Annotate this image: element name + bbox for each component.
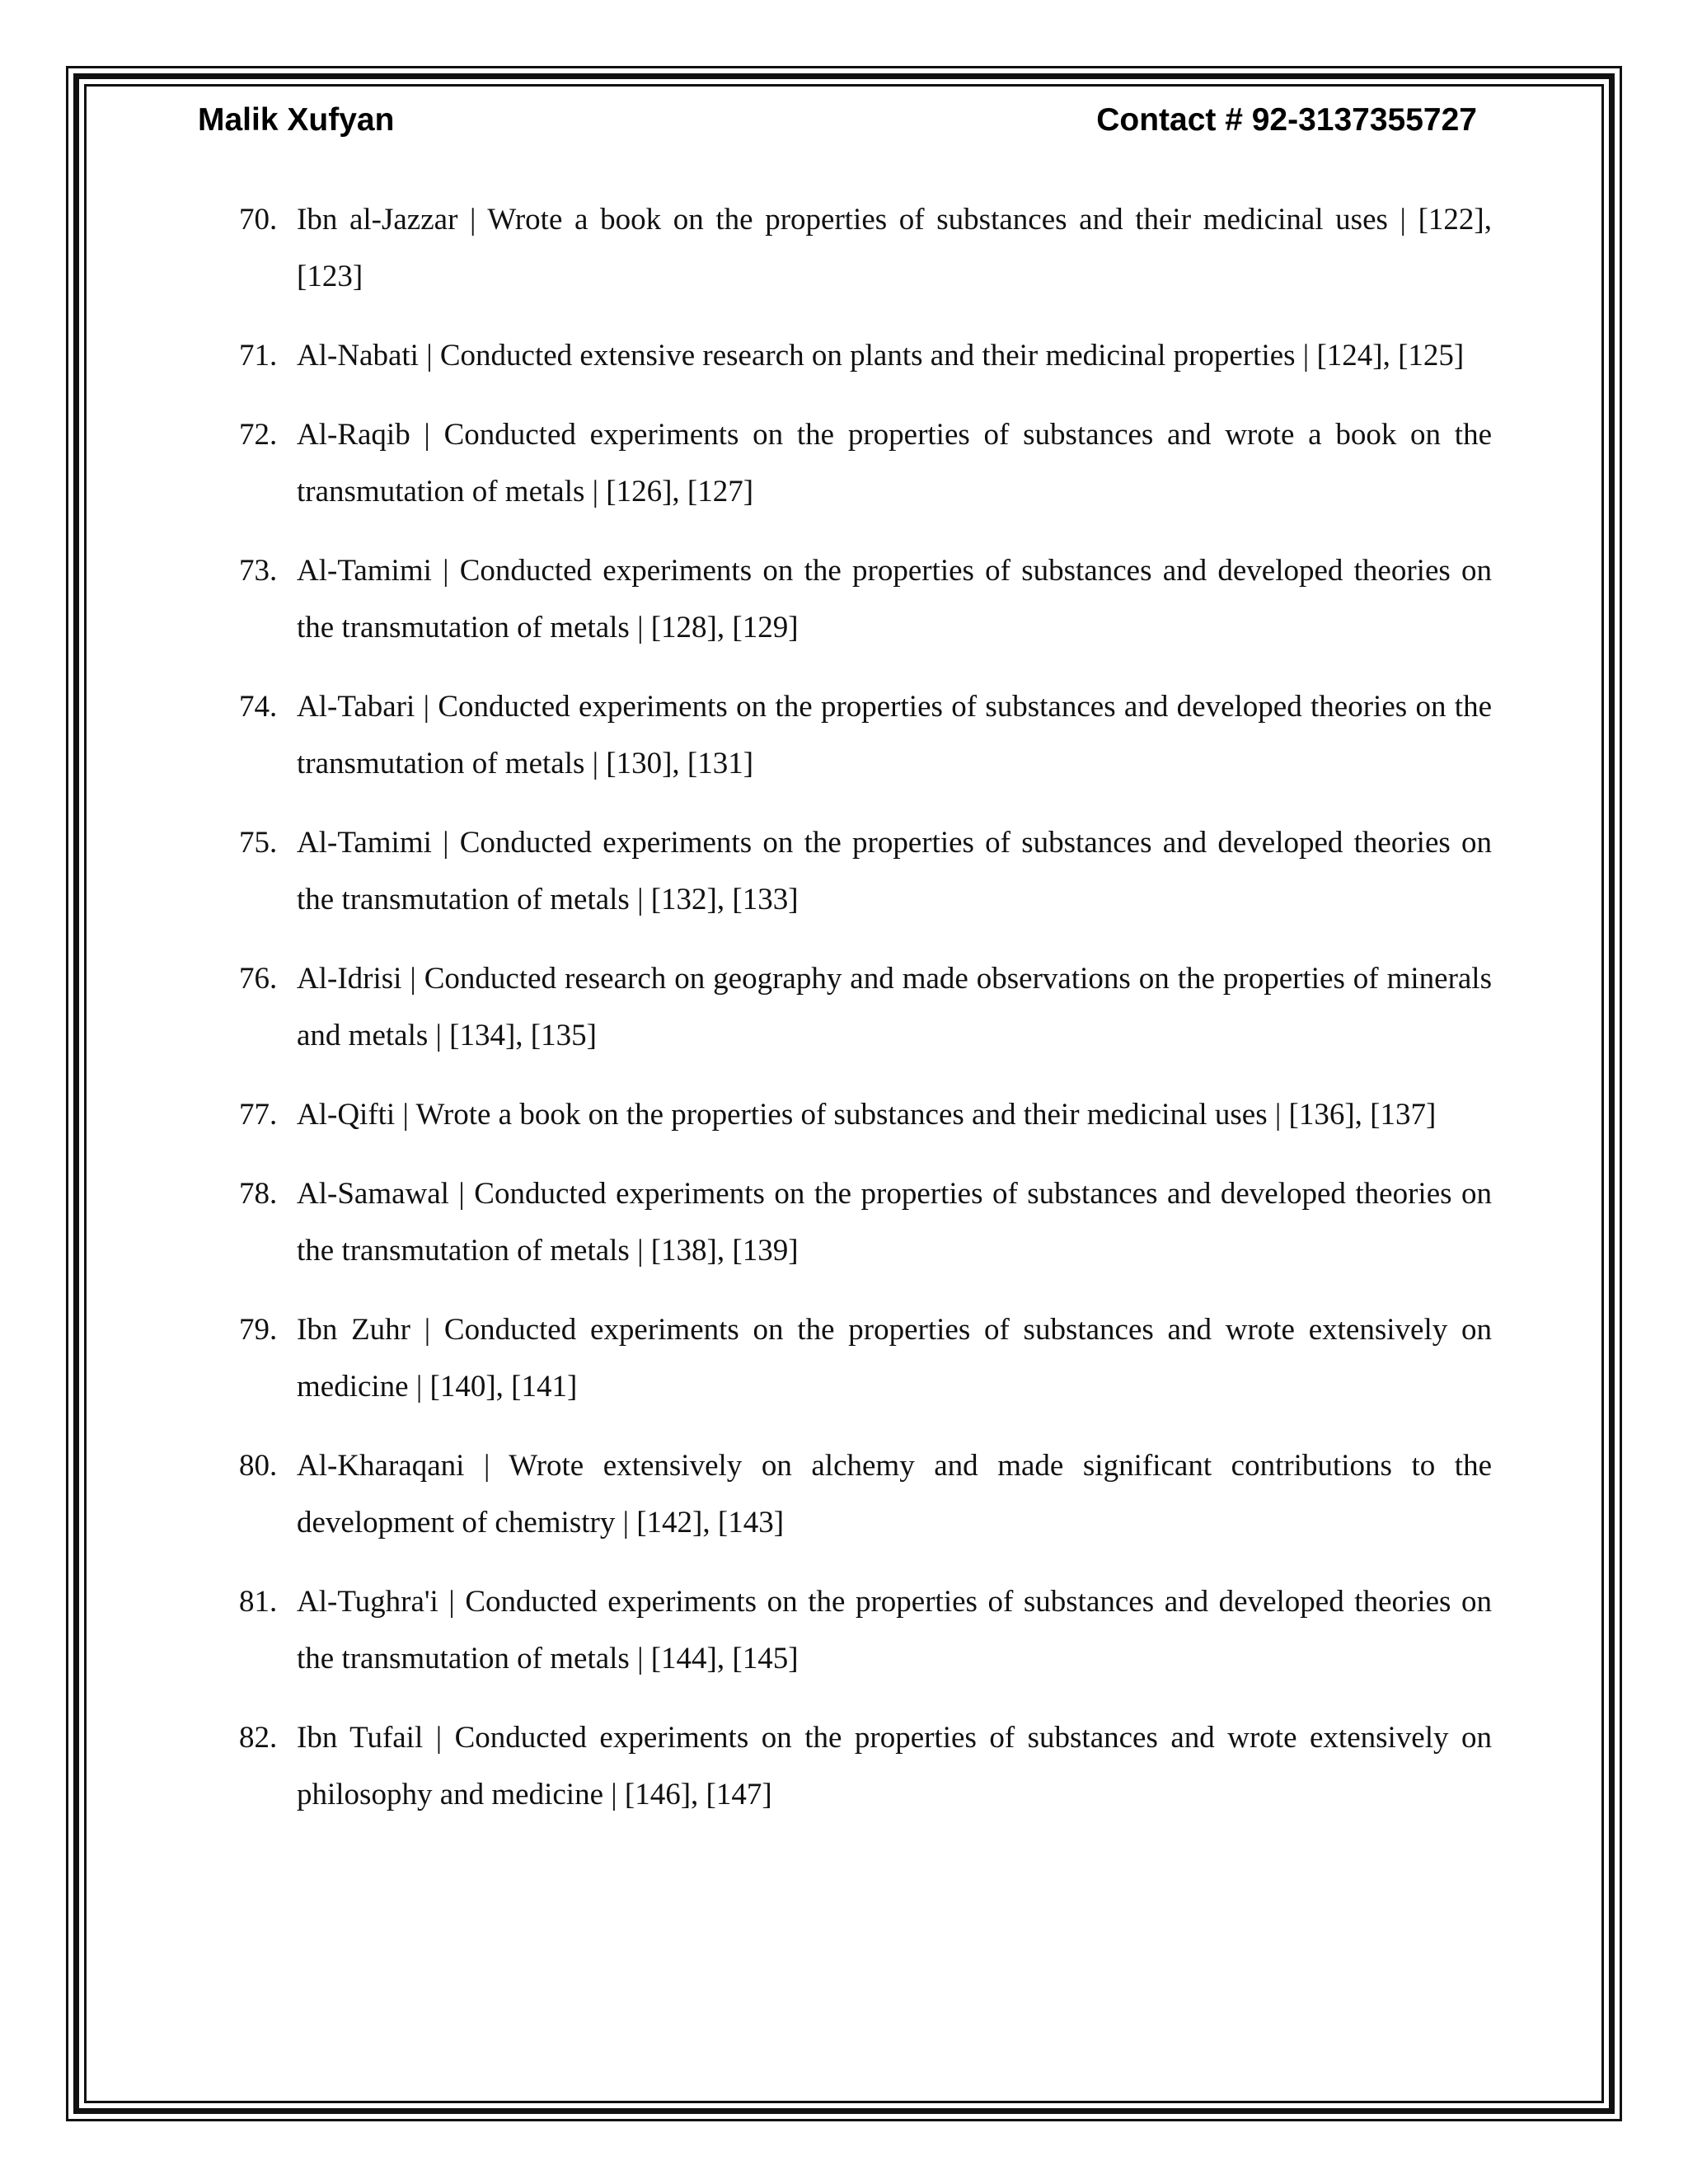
list-item-text: Al-Kharaqani | Wrote extensively on alchemy and made significant contributions to the development of chemistry | [142], [143] xyxy=(297,1449,1492,1540)
list-item-text: Al-Raqib | Conducted experiments on the properties of substances and wrote a book on the transmutation of metals | [126], [127] xyxy=(297,418,1492,509)
list-item-number: 71. xyxy=(239,339,278,373)
list-item xyxy=(239,1709,1492,1823)
list-item xyxy=(239,406,1492,520)
scholar-list xyxy=(239,191,1492,1845)
author-name: Malik Xufyan xyxy=(198,102,395,138)
list-item xyxy=(239,950,1492,1064)
list-item xyxy=(239,814,1492,928)
list-item-number: 73. xyxy=(239,554,278,588)
list-item-text: Al-Tamimi | Conducted experiments on the properties of substances and developed theories on the transmutation of metals | [132], [133] xyxy=(297,826,1492,916)
list-item-number: 81. xyxy=(239,1585,278,1619)
list-item-text: Al-Samawal | Conducted experiments on the properties of substances and developed theories on the transmutation of metals | [138], [139] xyxy=(297,1177,1492,1268)
list-item-text: Al-Qifti | Wrote a book on the properties of substances and their medicinal uses | [136], [137] xyxy=(297,1098,1437,1132)
list-item-number: 76. xyxy=(239,962,278,996)
list-item-number: 80. xyxy=(239,1449,278,1483)
list-item-text: Al-Idrisi | Conducted research on geography and made observations on the properties of minerals and metals | [134], [135] xyxy=(297,962,1492,1052)
list-item xyxy=(239,542,1492,656)
list-item xyxy=(239,327,1492,384)
list-item-number: 72. xyxy=(239,418,278,452)
list-item-number: 79. xyxy=(239,1313,278,1347)
list-item xyxy=(239,1437,1492,1551)
list-item-number: 70. xyxy=(239,203,278,237)
list-item-text: Al-Tamimi | Conducted experiments on the properties of substances and developed theories on the transmutation of metals | [128], [129] xyxy=(297,554,1492,644)
list-item-text: Ibn Zuhr | Conducted experiments on the properties of substances and wrote extensively on medicine | [140], [141] xyxy=(297,1313,1492,1404)
list-item-text: Ibn al-Jazzar | Wrote a book on the properties of substances and their medicinal uses | [122], [123] xyxy=(297,203,1492,293)
contact-number: Contact # 92-3137355727 xyxy=(1096,102,1477,138)
list-item xyxy=(239,191,1492,305)
list-item-number: 78. xyxy=(239,1177,278,1211)
list-item-text: Al-Tughra'i | Conducted experiments on the properties of substances and developed theories on the transmutation of metals | [144], [145] xyxy=(297,1585,1492,1675)
list-item xyxy=(239,678,1492,792)
list-item-number: 74. xyxy=(239,690,278,724)
list-item-number: 82. xyxy=(239,1721,278,1755)
list-item xyxy=(239,1301,1492,1415)
list-item-text: Al-Tabari | Conducted experiments on the properties of substances and developed theories on the transmutation of metals | [130], [131] xyxy=(297,690,1492,780)
list-item xyxy=(239,1165,1492,1279)
list-item-text: Ibn Tufail | Conducted experiments on the properties of substances and wrote extensively on philosophy and medicine | [146], [147] xyxy=(297,1721,1492,1811)
list-item-number: 77. xyxy=(239,1098,278,1132)
page-header xyxy=(198,102,1477,148)
list-item xyxy=(239,1086,1492,1143)
list-item xyxy=(239,1573,1492,1687)
list-item-text: Al-Nabati | Conducted extensive research on plants and their medicinal properties | [124], [125] xyxy=(297,339,1465,373)
list-item-number: 75. xyxy=(239,826,278,860)
